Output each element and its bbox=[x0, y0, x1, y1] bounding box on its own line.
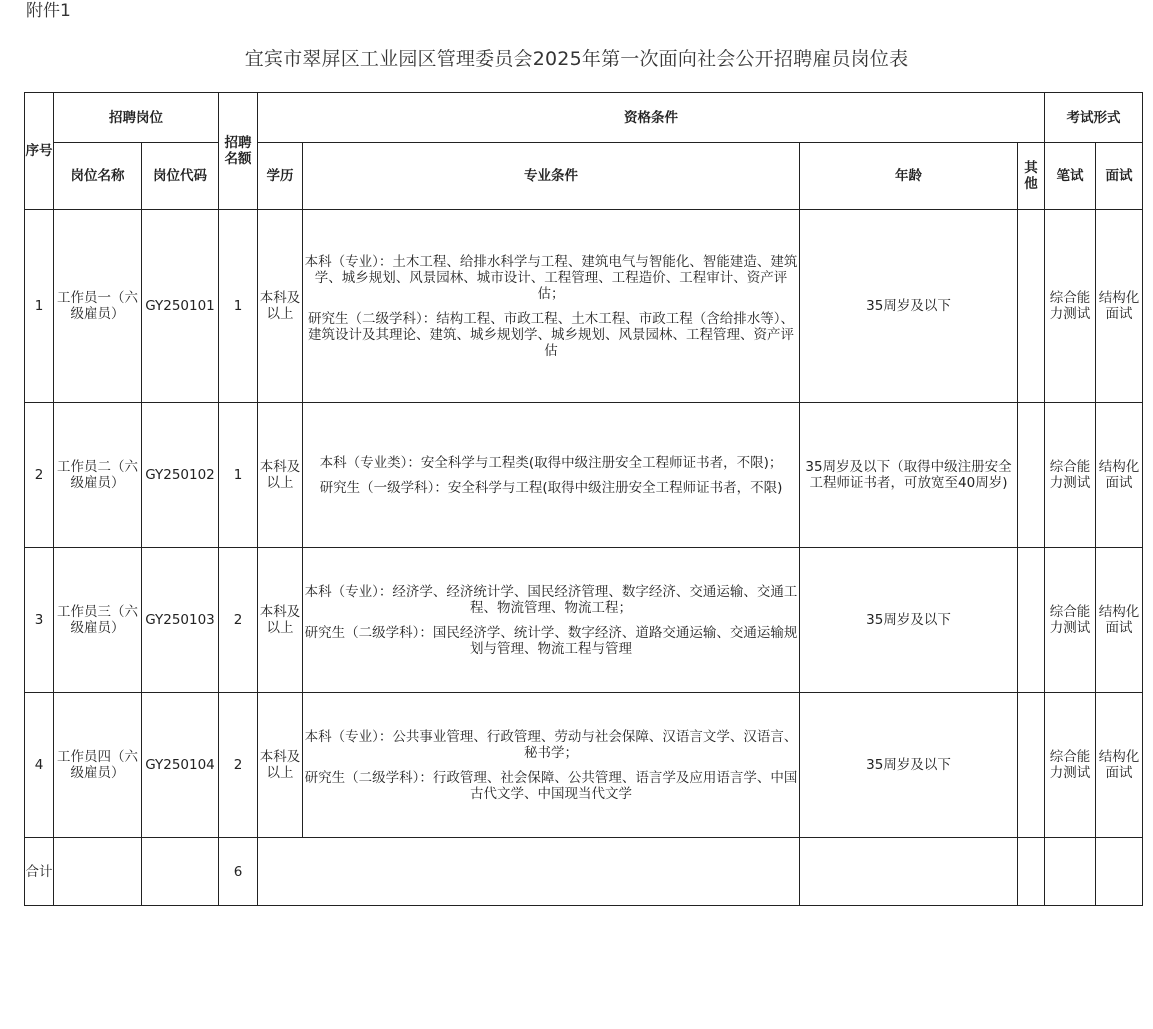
row-position-code: GY250101 bbox=[142, 210, 219, 403]
row-quota: 1 bbox=[219, 210, 258, 403]
total-empty-cell bbox=[54, 838, 142, 906]
header-quota: 招聘名额 bbox=[219, 93, 258, 210]
recruitment-table bbox=[24, 92, 1143, 906]
row-other bbox=[1018, 548, 1045, 693]
total-empty-cell bbox=[1096, 838, 1143, 906]
row-interview: 结构化面试 bbox=[1096, 210, 1143, 403]
page-title: 宜宾市翠屏区工业园区管理委员会2025年第一次面向社会公开招聘雇员岗位表 bbox=[244, 48, 909, 70]
header-position-group: 招聘岗位 bbox=[54, 93, 219, 143]
total-empty-cell bbox=[258, 838, 800, 906]
header-exam-form: 考试形式 bbox=[1045, 93, 1143, 143]
major-bachelor: 本科（专业）：土木工程、给排水科学与工程、建筑电气与智能化、智能建造、建筑学、城乡规划、风景园林、城市设计、工程管理、工程造价、工程审计、资产评估； bbox=[304, 253, 798, 302]
total-empty-cell bbox=[1045, 838, 1096, 906]
row-written: 综合能力测试 bbox=[1045, 403, 1096, 548]
total-label: 合计 bbox=[25, 838, 54, 906]
row-seq: 3 bbox=[25, 548, 54, 693]
row-position-name: 工作员三（六级雇员） bbox=[54, 548, 142, 693]
row-education: 本科及以上 bbox=[258, 210, 303, 403]
row-interview: 结构化面试 bbox=[1096, 693, 1143, 838]
major-graduate: 研究生（一级学科）：安全科学与工程(取得中级注册安全工程师证书者，不限) bbox=[319, 479, 783, 496]
header-seq: 序号 bbox=[25, 93, 54, 210]
row-other bbox=[1018, 403, 1045, 548]
row-written: 综合能力测试 bbox=[1045, 210, 1096, 403]
header-row-2 bbox=[25, 143, 1143, 210]
row-other bbox=[1018, 210, 1045, 403]
row-position-name: 工作员一（六级雇员） bbox=[54, 210, 142, 403]
header-written: 笔试 bbox=[1045, 143, 1096, 210]
total-quota: 6 bbox=[219, 838, 258, 906]
row-other bbox=[1018, 693, 1045, 838]
row-major bbox=[303, 210, 800, 403]
row-position-name: 工作员四（六级雇员） bbox=[54, 693, 142, 838]
row-position-name: 工作员二（六级雇员） bbox=[54, 403, 142, 548]
total-empty-cell bbox=[800, 838, 1018, 906]
row-age: 35周岁及以下 bbox=[800, 210, 1018, 403]
table-row bbox=[25, 693, 1143, 838]
row-interview: 结构化面试 bbox=[1096, 548, 1143, 693]
major-bachelor: 本科（专业类）：安全科学与工程类(取得中级注册安全工程师证书者，不限)； bbox=[319, 454, 783, 471]
row-age: 35周岁及以下 bbox=[800, 548, 1018, 693]
row-education: 本科及以上 bbox=[258, 693, 303, 838]
major-bachelor: 本科（专业）：公共事业管理、行政管理、劳动与社会保障、汉语言文学、汉语言、秘书学； bbox=[304, 728, 798, 761]
total-empty-cell bbox=[1018, 838, 1045, 906]
row-position-code: GY250103 bbox=[142, 548, 219, 693]
row-position-code: GY250104 bbox=[142, 693, 219, 838]
row-age: 35周岁及以下（取得中级注册安全工程师证书者，可放宽至40周岁) bbox=[800, 403, 1018, 548]
row-age: 35周岁及以下 bbox=[800, 693, 1018, 838]
row-seq: 2 bbox=[25, 403, 54, 548]
header-other: 其他 bbox=[1018, 143, 1045, 210]
total-empty-cell bbox=[142, 838, 219, 906]
row-quota: 2 bbox=[219, 693, 258, 838]
major-graduate: 研究生（二级学科）：行政管理、社会保障、公共管理、语言学及应用语言学、中国古代文学、中国现当代文学 bbox=[304, 769, 798, 802]
table-row bbox=[25, 548, 1143, 693]
total-row bbox=[25, 838, 1143, 906]
row-interview: 结构化面试 bbox=[1096, 403, 1143, 548]
row-written: 综合能力测试 bbox=[1045, 548, 1096, 693]
header-qualifications: 资格条件 bbox=[258, 93, 1045, 143]
header-row-1 bbox=[25, 93, 1143, 143]
header-age: 年龄 bbox=[800, 143, 1018, 210]
row-seq: 1 bbox=[25, 210, 54, 403]
major-graduate: 研究生（二级学科）：结构工程、市政工程、土木工程、市政工程（含给排水等）、建筑设计及其理论、建筑、城乡规划学、城乡规划、风景园林、工程管理、资产评估 bbox=[308, 310, 794, 359]
row-seq: 4 bbox=[25, 693, 54, 838]
table-row bbox=[25, 210, 1143, 403]
row-education: 本科及以上 bbox=[258, 548, 303, 693]
row-quota: 2 bbox=[219, 548, 258, 693]
major-graduate: 研究生（二级学科）：国民经济学、统计学、数字经济、道路交通运输、交通运输规划与管理、物流工程与管理 bbox=[304, 624, 798, 657]
header-interview: 面试 bbox=[1096, 143, 1143, 210]
row-major bbox=[303, 548, 800, 693]
table-row bbox=[25, 403, 1143, 548]
header-position-code: 岗位代码 bbox=[142, 143, 219, 210]
row-position-code: GY250102 bbox=[142, 403, 219, 548]
row-quota: 1 bbox=[219, 403, 258, 548]
major-bachelor: 本科（专业）：经济学、经济统计学、国民经济管理、数字经济、交通运输、交通工程、物流管理、物流工程； bbox=[304, 583, 798, 616]
row-major bbox=[303, 403, 800, 548]
row-written: 综合能力测试 bbox=[1045, 693, 1096, 838]
row-education: 本科及以上 bbox=[258, 403, 303, 548]
header-major: 专业条件 bbox=[303, 143, 800, 210]
header-position-name: 岗位名称 bbox=[54, 143, 142, 210]
row-major bbox=[303, 693, 800, 838]
header-education: 学历 bbox=[258, 143, 303, 210]
attachment-label: 附件1 bbox=[26, 1, 71, 21]
